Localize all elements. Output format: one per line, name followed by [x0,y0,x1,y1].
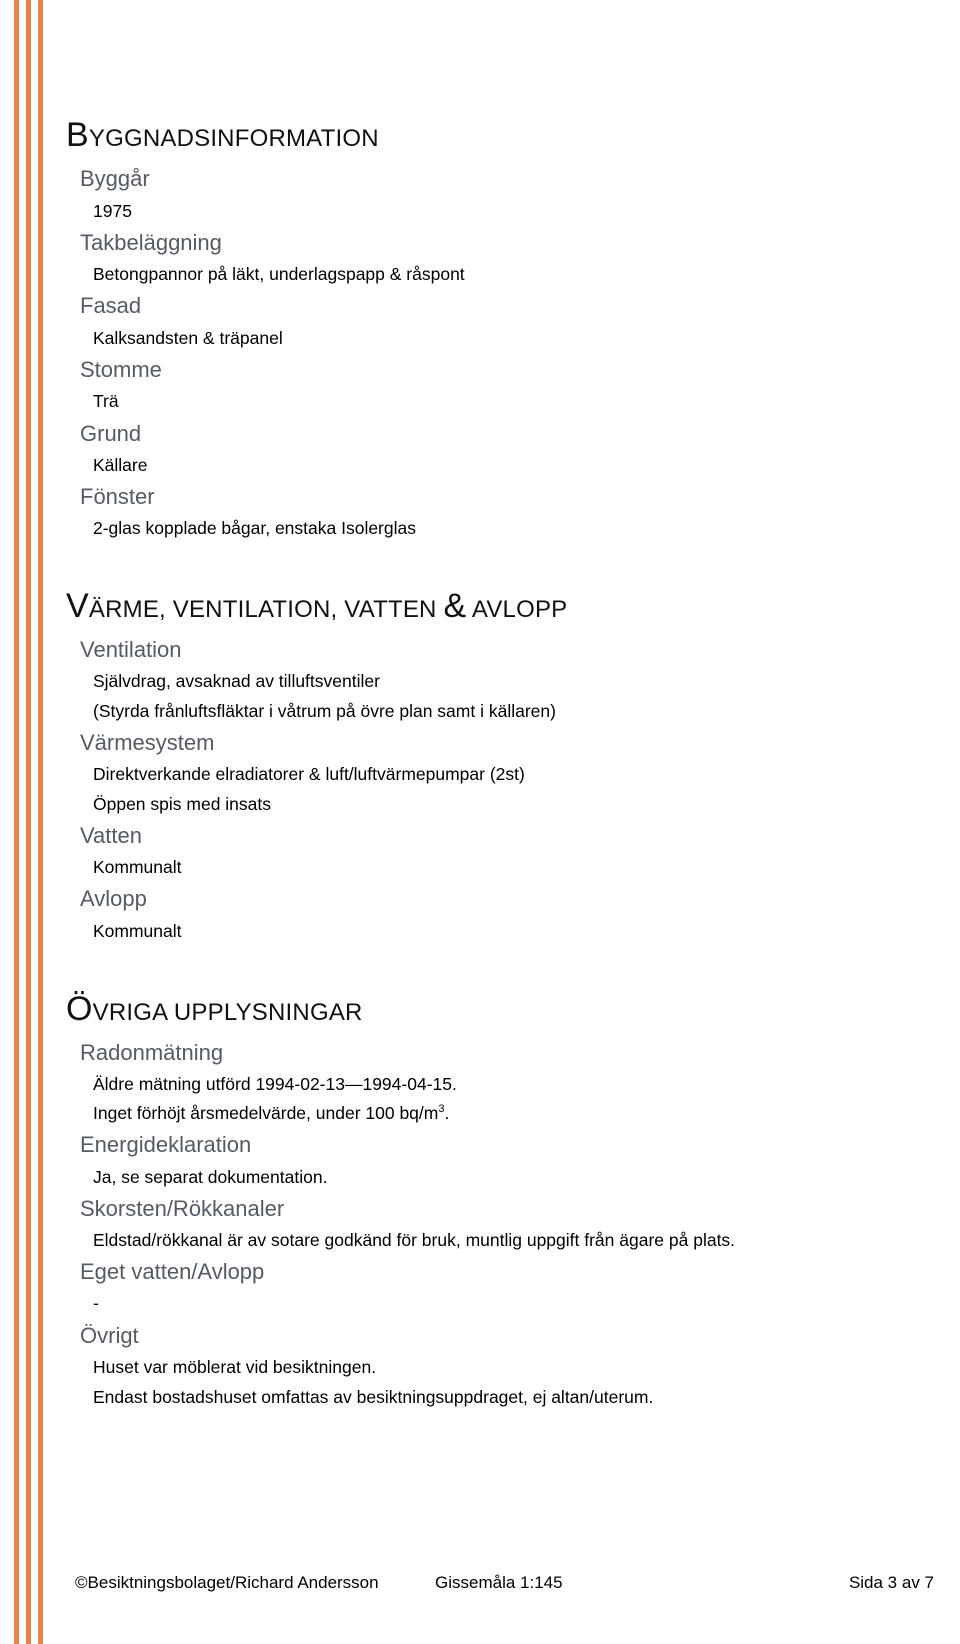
stripe [26,0,31,1644]
label-ventilation: Ventilation [80,637,182,662]
label-ovrigt: Övrigt [80,1323,139,1348]
section-title-byggnadsinformation: BYGGNADSINFORMATION [66,116,379,154]
footer-property: Gissemåla 1:145 [435,1573,563,1592]
value-vatten: Kommunalt [93,857,182,877]
label-energideklaration: Energideklaration [80,1132,252,1157]
value-takbelaggning: Betongpannor på läkt, underlagspapp & råspont [93,264,465,284]
label-varmesystem: Värmesystem [80,730,215,755]
value-ventilation-1: Självdrag, avsaknad av tilluftsventiler [93,671,380,691]
label-byggar: Byggår [80,166,150,191]
value-skorsten: Eldstad/rökkanal är av sotare godkänd för bruk, muntlig uppgift från ägare på plats. [93,1230,736,1250]
footer-copyright: ©Besiktningsbolaget/Richard Andersson [75,1573,379,1592]
label-fonster: Fönster [80,484,155,509]
label-radonmatning: Radonmätning [80,1040,224,1065]
value-radon-2: Inget förhöjt årsmedelvärde, under 100 $bq/m^3$. [93,1103,450,1123]
footer-page-number: Sida 3 av 7 [848,1573,934,1592]
label-grund: Grund [80,421,142,446]
label-takbelaggning: Takbeläggning [80,230,222,255]
value-energideklaration: Ja, se separat dokumentation. [93,1167,328,1187]
value-radon-1: Äldre mätning utförd 1994-02-13—1994-04-15. [93,1074,457,1094]
section-title-ovriga: ÖVRIGA UPPLYSNINGAR [66,990,363,1028]
decorative-stripes [14,0,44,1644]
label-skorsten: Skorsten/Rökkanaler [80,1196,285,1221]
label-fasad: Fasad [80,293,142,318]
value-varmesystem-2: Öppen spis med insats [93,794,272,814]
value-ovrigt-2: Endast bostadshuset omfattas av besiktningsuppdraget, ej altan/uterum. [93,1387,654,1407]
value-ovrigt-1: Huset var möblerat vid besiktningen. [93,1357,377,1377]
value-eget-vatten: - [93,1293,99,1313]
stripe [38,0,43,1644]
value-byggar: 1975 [93,201,132,221]
label-stomme: Stomme [80,357,162,382]
value-varmesystem-1: Direktverkande elradiatorer & luft/luftvärmepumpar (2st) [93,764,525,784]
value-stomme: Trä [93,391,119,411]
label-avlopp: Avlopp [80,886,147,911]
label-eget-vatten: Eget vatten/Avlopp [80,1259,265,1284]
value-fasad: Kalksandsten & träpanel [93,328,283,348]
value-grund: Källare [93,455,148,475]
value-fonster: 2-glas kopplade bågar, enstaka Isolerglas [93,518,416,538]
stripe [14,0,19,1644]
label-vatten: Vatten [80,823,142,848]
value-avlopp: Kommunalt [93,921,182,941]
value-ventilation-2: (Styrda frånluftsfläktar i våtrum på övre plan samt i källaren) [93,701,556,721]
section-title-varme: VÄRME, VENTILATION, VATTEN & AVLOPP [66,587,568,625]
